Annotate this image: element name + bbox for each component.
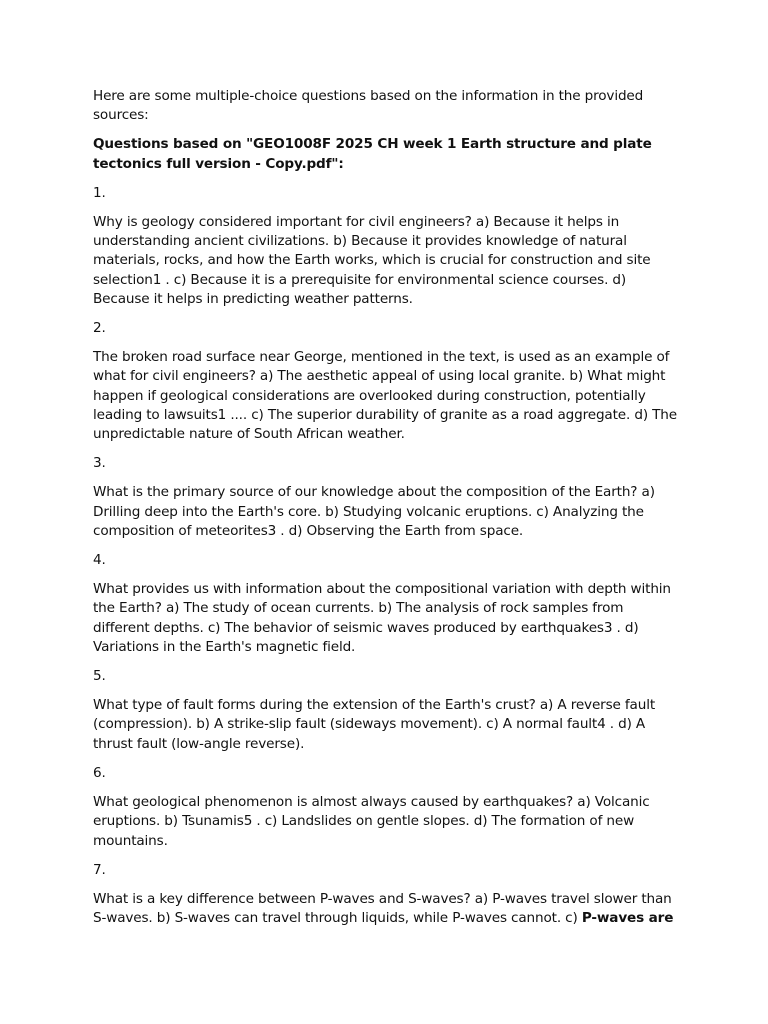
question-number: 2.	[93, 320, 106, 337]
document-page	[93, 87, 678, 938]
question-text-partial	[93, 890, 678, 928]
question-text: What geological phenomenon is almost always caused by earthquakes? a) Volcanic eruptions. b) Tsunamis5 . c) Landslides on gentle slopes. d) The formation of new mountains.	[93, 794, 650, 849]
question-text: The broken road surface near George, mentioned in the text, is used as an example of what for civil engineers? a) The aesthetic appeal of using local granite. b) What might happen if geological considerations are overlooked during construction, potentially leading to lawsuits1 .... c) The superior durability of granite as a road aggregate. d) The unpredictable nature of South African weather.	[93, 349, 677, 443]
question-number: 7.	[93, 861, 106, 878]
question-text: What provides us with information about the compositional variation with depth within the Earth? a) The study of ocean currents. b) The analysis of rock samples from different depths. c) The behavior of seismic waves produced by earthquakes3 . d) Variations in the Earth's magnetic field.	[93, 581, 671, 655]
question-text: What is a key difference between P-waves and S-waves? a) P-waves travel slower than S-waves. b) S-waves can travel through liquids, while P-waves cannot. c)	[93, 890, 672, 927]
question-text: What type of fault forms during the extension of the Earth's crust? a) A reverse fault (compression). b) A strike-slip fault (sideways movement). c) A normal fault4 . d) A thrust fault (low-angle reverse).	[93, 697, 656, 752]
intro-paragraph: Here are some multiple-choice questions based on the information in the provided sources:	[93, 88, 644, 124]
question-number: 3.	[93, 455, 106, 472]
question-text: Why is geology considered important for civil engineers? a) Because it helps in understanding ancient civilizations. b) Because it provides knowledge of natural materials, rocks, and how the Earth works, which is crucial for construction and site selection1 . c) Because it is a prerequisite for environmental science courses. d) Because it helps in predicting weather patterns.	[93, 214, 651, 307]
question-number: 6.	[93, 764, 106, 781]
question-bold-tail: P-waves are	[581, 910, 674, 927]
question-text: What is the primary source of our knowledge about the composition of the Earth? a) Drilling deep into the Earth's core. b) Studying volcanic eruptions. c) Analyzing the composition of meteorites3 . d) Observing the Earth from space.	[93, 484, 655, 539]
section-heading: Questions based on "GEO1008F 2025 CH week 1 Earth structure and plate tectonics full version - Copy.pdf":	[93, 136, 652, 172]
question-number: 5.	[93, 668, 106, 685]
question-number: 1.	[93, 184, 106, 201]
question-number: 4.	[93, 552, 106, 569]
